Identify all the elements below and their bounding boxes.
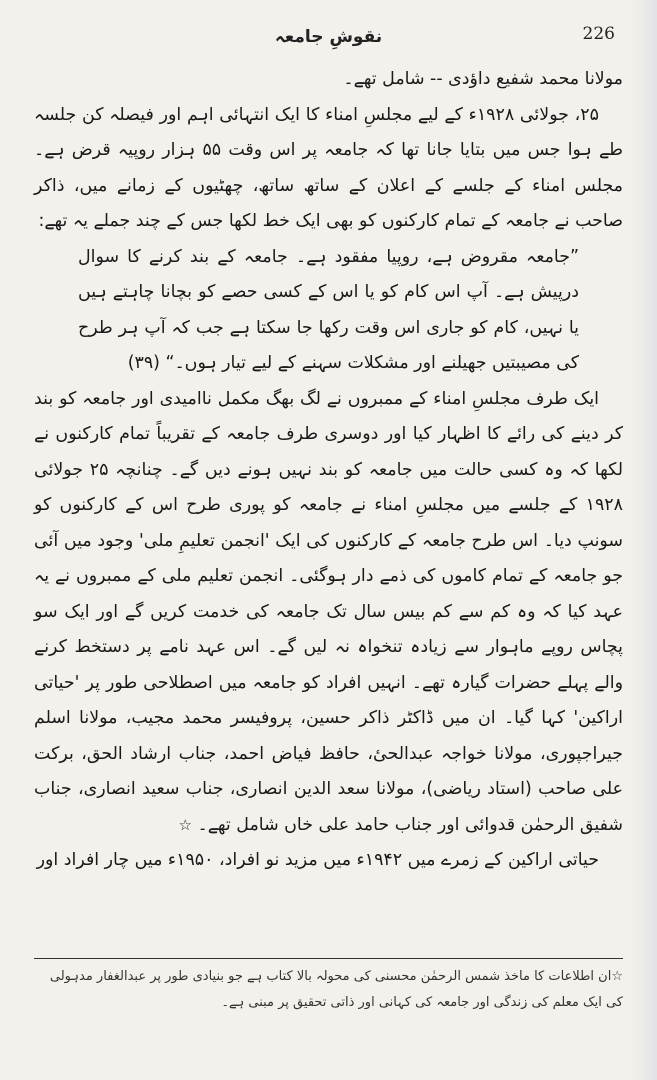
footnote: ☆ان اطلاعات کا ماخذ شمس الرحمٰن محسنی کی محولہ بالا کتاب ہے جو بنیادی طور پر عبدالغفار مدہولی کی ایک معلم کی زندگی اور جامعہ کی کہانی اور ذاتی تحقیق پر مبنی ہے۔ [49,969,623,1010]
paragraph-3-text: ایک طرف مجلسِ امناء کے ممبروں نے لگ بھگ مکمل ناامیدی اور جامعہ کو بند کر دینے کی رائے کا اظہار کیا اور دوسری طرف جامعہ کے تقریباً تمام کارکنوں نے لکھا کہ وہ کسی حالت میں جامعہ کو بند نہیں ہونے دیں گے۔ چنانچہ ۲۵ جولائی ۱۹۲۸ کے جلسے میں مجلسِ امناء نے جامعہ کو پوری طرح اس کے کارکنوں کو سونپ دیا۔ اس طرح جامعہ کے کارکنوں کی ایک 'انجمن تعلیمِ ملی' وجود میں آئی جو جامعہ کے تمام کاموں کی ذمے دار ہوگئی۔ انجمن تعلیم ملی کے ممبروں نے یہ عہد کیا کہ وہ کم سے کم بیس سال تک جامعہ کی خدمت کریں گے اور ایک سو پچاس روپے ماہوار سے زیادہ تنخواہ نہ لیں گے۔ اس عہد نامے پر دستخط کرنے والے پہلے حضرات گیارہ تھے۔ انہیں افراد کو جامعہ میں اصطلاحی طور پر 'حیاتی اراکین' کہا گیا۔ ان میں ڈاکٹر ذاکر حسین، پروفیسر محمد مجیب، مولانا اسلم جیراجپوری، مولانا خواجہ عبدالحیٔ، حافظ فیاض احمد، جناب ارشاد الحق، برکت علی صاحب (استاد ریاضی)، مولانا سعد الدین انصاری، جناب سعید انصاری، جناب شفیق الرحمٰن قدوائی اور جناب حامد علی خاں شامل تھے۔ [34,388,624,835]
paragraph-1: مولانا محمد شفیع داؤدی -- شامل تھے۔ [343,69,623,89]
paragraph-3 [34,382,623,844]
page-header [34,18,623,62]
block-quote: ”جامعہ مقروض ہے، روپیا مفقود ہے۔ جامعہ کے بند کرنے کا سوال درپیش ہے۔ آپ اس کام کو یا اس کے کسی حصے کو بچانا چاہتے ہیں یا نہیں، کام کو جاری اس وقت رکھا جا سکتا ہے جب کہ آپ ہر طرح کی مصیبتیں جھیلنے اور مشکلات سہنے کے لیے تیار ہوں۔“ (۳۹) [78,246,579,373]
paragraph-4: حیاتی اراکین کے زمرے میں ۱۹۴۲ء میں مزید نو افراد، ۱۹۵۰ء میں چار افراد اور [36,850,599,870]
page-number: 226 [582,24,615,44]
footnote-marker-star-icon: ☆ [178,815,192,834]
paragraph-2: ۲۵، جولائی ۱۹۲۸ء کے لیے مجلسِ امناء کا ایک انتہائی اہم اور فیصلہ کن جلسہ طے ہوا جس میں بتایا جانا تھا کہ جامعہ پر اس وقت ۵۵ ہزار روپیہ قرض ہے۔ مجلس امناء کے جلسے کے اعلان کے ساتھ ساتھ، چھٹیوں کے زمانے میں، ذاکر صاحب نے جامعہ کے تمام کارکنوں کو بھی ایک خط لکھا جس کے چند جملے یہ تھے: [34,104,623,231]
running-title: نقوشِ جامعہ [274,27,383,47]
body-text [34,62,623,879]
footnote-divider [34,958,623,959]
